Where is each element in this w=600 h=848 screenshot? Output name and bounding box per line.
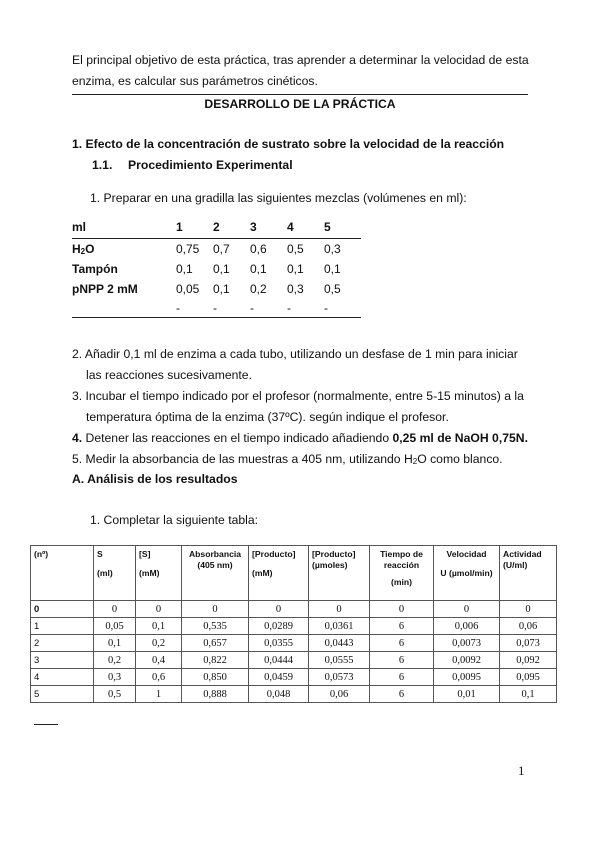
step-complete: 1. Completar la siguiente tabla: — [90, 513, 259, 527]
mixtures-cell: - — [213, 299, 250, 318]
step-2-line-1: 2. Añadir 0,1 ml de enzima a cada tubo, utilizando un desfase de 1 min para iniciar — [72, 347, 518, 361]
subheading-text: Procedimiento Experimental — [128, 158, 293, 172]
results-cell: 6 — [370, 652, 434, 669]
results-cell: 0,0092 — [434, 652, 500, 669]
mixtures-row-label: pNPP 2 mM — [72, 282, 138, 296]
intro-line-2: enzima, es calcular sus parámetros cinéticos. — [72, 74, 318, 88]
results-cell: 0,1 — [136, 618, 182, 635]
results-cell: 0,092 — [500, 652, 557, 669]
results-header-cell: [Producto] (mM) — [249, 546, 309, 601]
results-cell: 6 — [370, 669, 434, 686]
mixtures-cell: 0,1 — [250, 262, 267, 276]
mixtures-row — [72, 299, 361, 318]
results-cell: 0 — [434, 601, 500, 618]
results-cell: 0,888 — [182, 686, 249, 703]
results-cell: 6 — [370, 686, 434, 703]
results-cell: 0 — [500, 601, 557, 618]
results-cell: 0,06 — [500, 618, 557, 635]
results-header-cell: (nº) — [31, 546, 94, 601]
mixtures-cell: - — [324, 299, 361, 318]
results-cell: 6 — [370, 618, 434, 635]
heading-1: 1. Efecto de la concentración de sustrato sobre la velocidad de la reacción — [72, 137, 505, 151]
results-row — [31, 669, 557, 686]
results-cell: 0,6 — [136, 669, 182, 686]
results-cell: 0 — [94, 601, 136, 618]
results-cell: 0,0555 — [309, 652, 370, 669]
mixtures-cell: 0,3 — [324, 239, 361, 260]
mixtures-cell: 0,75 — [176, 239, 213, 260]
results-cell: 0 — [249, 601, 309, 618]
mixtures-header-cell: 1 — [176, 220, 183, 234]
mixtures-cell: - — [287, 299, 324, 318]
mixtures-row-label — [72, 299, 176, 318]
results-cell: 0,3 — [94, 669, 136, 686]
mixtures-row-label: Tampón — [72, 262, 118, 276]
results-cell: 0,2 — [136, 635, 182, 652]
results-header-row — [31, 546, 557, 601]
results-cell: 0,850 — [182, 669, 249, 686]
mixtures-cell: 0,1 — [324, 262, 341, 276]
step-2-line-2: las reacciones sucesivamente. — [86, 368, 252, 382]
results-cell: 1 — [136, 686, 182, 703]
mixtures-cell: 0,1 — [287, 262, 304, 276]
results-cell: 0,0095 — [434, 669, 500, 686]
results-cell: 0,657 — [182, 635, 249, 652]
results-cell: 0,073 — [500, 635, 557, 652]
results-cell: 0,0444 — [249, 652, 309, 669]
step-4: 4. Detener las reacciones en el tiempo indicado añadiendo 0,25 ml de NaOH 0,75N. — [72, 431, 528, 445]
mixtures-row-label: H2O — [72, 239, 176, 260]
mixtures-header-cell: 5 — [324, 220, 331, 234]
results-cell: 0,5 — [94, 686, 136, 703]
results-cell: 0,0443 — [309, 635, 370, 652]
mixtures-header-cell: ml — [72, 220, 87, 234]
results-table — [30, 545, 557, 703]
results-cell: 0,048 — [249, 686, 309, 703]
results-header-cell: [Producto] (µmoles) — [309, 546, 370, 601]
heading-a: A. Análisis de los resultados — [72, 472, 238, 486]
results-cell: 0 — [309, 601, 370, 618]
results-cell: 0 — [31, 601, 94, 618]
mixtures-cell: 0,1 — [176, 262, 193, 276]
intro-line-1: El principal objetivo de esta práctica, tras aprender a determinar la velocidad de esta — [72, 53, 529, 67]
mixtures-cell: 0,5 — [287, 239, 324, 260]
mixtures-cell: 0,2 — [250, 282, 267, 296]
results-cell: 0,006 — [434, 618, 500, 635]
mixtures-header-row — [72, 216, 361, 239]
step-3-line-2: temperatura óptima de la enzima (37ºC). según indique el profesor. — [86, 410, 449, 424]
mixtures-cell: 0,3 — [287, 282, 304, 296]
results-cell: 2 — [31, 635, 94, 652]
results-row — [31, 618, 557, 635]
mixtures-row — [72, 279, 361, 299]
results-cell: 0 — [370, 601, 434, 618]
results-cell: 0,06 — [309, 686, 370, 703]
results-header-cell: S (ml) — [94, 546, 136, 601]
results-cell: 0,0073 — [434, 635, 500, 652]
page-number: 1 — [518, 763, 525, 778]
mixtures-header-cell: 4 — [287, 220, 294, 234]
mixtures-cell: 0,05 — [176, 282, 200, 296]
step-3-line-1: 3. Incubar el tiempo indicado por el profesor (normalmente, entre 5-15 minutos) a la — [72, 389, 524, 403]
results-cell: 0,0355 — [249, 635, 309, 652]
results-cell: 0,095 — [500, 669, 557, 686]
mixtures-cell: 0,5 — [324, 282, 341, 296]
results-cell: 0,535 — [182, 618, 249, 635]
results-cell: 0,4 — [136, 652, 182, 669]
mixtures-cell: - — [250, 299, 287, 318]
results-cell: 0,0361 — [309, 618, 370, 635]
results-row — [31, 635, 557, 652]
results-cell: 0,1 — [94, 635, 136, 652]
results-cell: 0 — [182, 601, 249, 618]
results-header-cell: Absorbancia (405 nm) — [182, 546, 249, 601]
mixtures-row — [72, 259, 361, 279]
section-title: DESARROLLO DE LA PRÁCTICA — [204, 97, 396, 111]
results-cell: 0,0289 — [249, 618, 309, 635]
mixtures-header-cell: 3 — [250, 220, 257, 234]
intro-divider — [72, 94, 528, 95]
results-cell: 0,2 — [94, 652, 136, 669]
results-header-cell: Velocidad U (µmol/min) — [434, 546, 500, 601]
mixtures-cell: 0,7 — [213, 239, 250, 260]
mixtures-cell: 0,1 — [213, 262, 230, 276]
results-cell: 0,01 — [434, 686, 500, 703]
results-header-cell: Tiempo de reacción (min) — [370, 546, 434, 601]
step-5: 5. Medir la absorbancia de las muestras a 405 nm, utilizando H2O como blanco. — [72, 452, 503, 466]
results-cell: 0,0573 — [309, 669, 370, 686]
results-header-cell: [S] (mM) — [136, 546, 182, 601]
results-row — [31, 601, 557, 618]
results-cell: 5 — [31, 686, 94, 703]
mixtures-cell: 0,1 — [213, 282, 230, 296]
results-cell: 4 — [31, 669, 94, 686]
mixtures-table — [72, 216, 361, 318]
results-header-cell: Actividad (U/ml) — [500, 546, 557, 601]
results-cell: 1 — [31, 618, 94, 635]
subheading-number: 1.1. — [92, 158, 113, 172]
mixtures-row — [72, 239, 361, 260]
results-cell: 0,1 — [500, 686, 557, 703]
footnote-rule — [34, 724, 58, 725]
results-row — [31, 686, 557, 703]
results-row — [31, 652, 557, 669]
results-cell: 3 — [31, 652, 94, 669]
results-cell: 0 — [136, 601, 182, 618]
mixtures-header-cell: 2 — [213, 220, 220, 234]
results-cell: 0,0459 — [249, 669, 309, 686]
results-cell: 0,822 — [182, 652, 249, 669]
results-cell: 0,05 — [94, 618, 136, 635]
mixtures-cell: - — [176, 299, 213, 318]
step-1: 1. Preparar en una gradilla las siguientes mezclas (volúmenes en ml): — [90, 191, 467, 205]
mixtures-cell: 0,6 — [250, 239, 287, 260]
results-cell: 6 — [370, 635, 434, 652]
